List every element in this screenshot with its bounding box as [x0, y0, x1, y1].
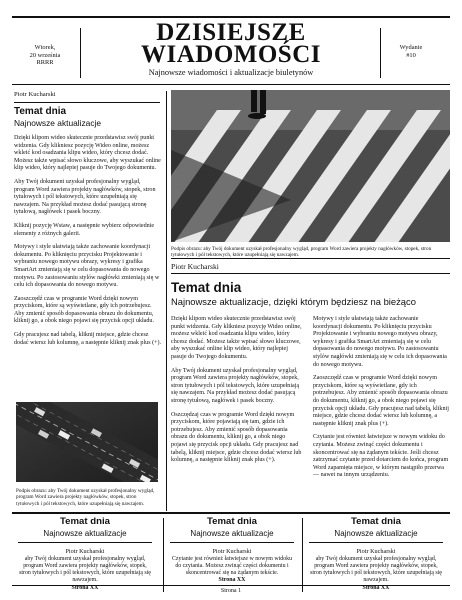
main-col2-paragraph-3: Czytanie jest również łatwiejsze w nowym widoku do czytania. Możesz zwinąć części dokumentu i skoncentrować się na żądanym tekście. Jeśli chcesz zatrzymać czytanie przed dotarciem do końca, program Word zapamięta miejsce, w którym nastąpiło przerwa — nawet na innym urządzeniu. — [313, 434, 449, 479]
teaser-2-byline: Piotr Kucharski — [212, 547, 252, 555]
teaser-2-page-ref: Strona XX — [218, 577, 246, 584]
bottom-teaser-1 — [18, 516, 152, 592]
issue-number: #10 — [406, 51, 416, 59]
teaser-1-text: aby Twój dokument uzyskał profesjonalny wygląd, program Word zawiera projekty nagłówków, stopek, stron tytułowych i pól tekstowych, które uzupełniają się nawzajem. — [19, 555, 151, 584]
main-image-caption: Podpis obrazu: aby Twój dokument uzyskał profesjonalny wygląd, program Word zawiera projekty nagłówków, stopek, stron tytułowych i pól tekstowych, które uzupełniają się nawzajem. — [171, 246, 432, 259]
teaser-3-byline: Piotr Kucharski — [356, 547, 396, 555]
date-weekday: Wtorek, — [34, 44, 56, 51]
newspaper-title — [96, 19, 366, 68]
left-subhead: Najnowsze aktualizacje — [14, 118, 102, 128]
date-box — [22, 44, 68, 67]
crosswalk-photo — [171, 90, 450, 242]
left-paragraph-1: Dzięki klipom wideo skutecznie przedstawisz swój punkt widzenia. Gdy klikniesz pozycję Wideo online, możesz wkleić kod osadzania klipu wideo, który chcesz dodać. Możesz także wpisać słowo kluczowe, aby wyszukać online klip wideo, który najlepiej pasuje do Twojego dokumentu. — [14, 135, 161, 172]
left-paragraph-6: Gdy pracujesz nad tabelą, kliknij miejsce, gdzie chcesz dodać wiersz lub kolumnę, a następnie kliknij znak plus (+). — [14, 332, 162, 346]
left-paragraph-4: Motywy i style ułatwiają także zachowanie koordynacji dokumentu. Po kliknięciu przycisku Projektowanie i wybraniu nowego motywu obrazy, wykresy i grafika SmartArt zmieniają się w celu dopasowania do nowego motywu. Po zastosowaniu stylów nagłówki zmieniają się w celu ich dopasowania do nowego motywu. — [14, 244, 160, 289]
bottom-section-rule-thick — [12, 512, 450, 514]
teaser-3-subhead: Najnowsze aktualizacje — [334, 529, 418, 538]
left-byline: Piotr Kucharski — [14, 91, 56, 98]
bottom-teaser-2 — [170, 516, 294, 585]
main-headline: Temat dnia — [171, 280, 242, 295]
main-column-1 — [171, 316, 303, 471]
left-paragraph-3: Kliknij pozycję Wstaw, a następnie wybierz odpowiednie elementy z różnych galerii. — [14, 222, 155, 237]
main-byline-bottom-rule — [171, 273, 450, 274]
teaser-2-text: Czytanie jest również łatwiejsze w nowym widoku do czytania. Możesz zwinąć części dokumentu i skoncentrować się na żądanym tekście. — [171, 555, 293, 577]
left-headline: Temat dnia — [14, 106, 67, 117]
left-column-divider — [166, 91, 167, 511]
teaser-1-byline: Piotr Kucharski — [65, 547, 105, 555]
main-subhead: Najnowsze aktualizacje, dzięki którym będziesz na bieżąco — [171, 296, 416, 307]
bottom-divider-2 — [302, 518, 303, 592]
main-column-2 — [313, 316, 449, 486]
main-col2-paragraph-1: Motywy i style ułatwiają także zachowanie koordynacji dokumentu. Po kliknięciu przycisku Projektowanie i wybraniu nowego motywu obrazy, wykresy i grafika SmartArt zmieniają się w celu dopasowania do nowego motywu. Po zastosowaniu stylów nagłówki zmieniają się w celu ich dopasowania do nowego motywu. — [313, 316, 447, 368]
teaser-3-rule — [309, 542, 443, 543]
footer-rule — [12, 585, 450, 586]
bottom-teaser-3 — [309, 516, 443, 592]
main-col2-paragraph-2: Zaoszczędź czas w programie Word dzięki nowym przyciskom, które są wyświetlane, gdy ich potrzebujesz. Aby zmienić sposób dopasowania obrazu do dokumentu, kliknij go, a obok niego pojawi się przycisk opcji układu. Gdy pracujesz nad tabelą, kliknij miejsce, gdzie chcesz dodać wiersz lub kolumnę, a następnie kliknij znak plus (+). — [313, 375, 449, 427]
bottom-divider-1 — [163, 518, 164, 592]
highway-photo — [16, 402, 158, 482]
teaser-2-rule — [170, 542, 294, 543]
date-day-month: 20 września — [29, 51, 61, 59]
teaser-2-headline: Temat dnia — [207, 516, 257, 527]
issue-label: Wydanie — [399, 44, 423, 51]
date-divider — [80, 28, 81, 78]
teaser-2-subhead: Najnowsze aktualizacje — [190, 529, 274, 538]
main-col1-paragraph-2: Aby Twój dokument uzyskał profesjonalny wygląd, program Word zawiera projekty nagłówków, stopek, stron tytułowych i pól tekstowych, które uzupełniają się nawzajem. Na przykład możesz dodać pasującą stronę tytułową, nagłówek i pasek boczny. — [171, 367, 300, 404]
teaser-1-rule — [18, 542, 152, 543]
main-byline-top-rule — [171, 258, 450, 259]
masthead-top-rule — [12, 16, 450, 18]
left-paragraph-2: Aby Twój dokument uzyskał profesjonalny wygląd, program Word zawiera projekty nagłówków, stopek, stron tytułowych i pól tekstowych, które uzupełniają się nawzajem. Na przykład możesz dodać pasującą stronę tytułową, nagłówek i pasek boczny. — [14, 178, 156, 216]
teaser-1-subhead: Najnowsze aktualizacje — [43, 529, 127, 538]
page-number: Strona 1 — [220, 588, 242, 594]
teaser-3-text: aby Twój dokument uzyskał profesjonalny wygląd, program Word zawiera projekty nagłówków, stopek, stron tytułowych i pól tekstowych, które uzupełniają się nawzajem. — [310, 555, 442, 584]
title-line-2: WIADOMOŚCI — [140, 41, 321, 68]
tagline: Najnowsze wiadomości i aktualizacje biuletynów — [148, 68, 314, 77]
teaser-1-headline: Temat dnia — [60, 516, 110, 527]
teaser-3-page-ref: Strona XX — [362, 584, 390, 591]
title-line-1: DZISIEJSZE — [156, 19, 306, 46]
left-paragraph-5: Zaoszczędź czas w programie Word dzięki nowym przyciskom, które są wyświetlane, gdy ich potrzebujesz. Aby zmienić sposób dopasowania obrazu do dokumentu, kliknij go, a obok niego pojawi się przycisk opcji układu. — [14, 295, 154, 325]
left-article — [14, 91, 162, 353]
main-col1-paragraph-1: Dzięki klipom wideo skutecznie przedstawisz swój punkt widzenia. Gdy klikniesz pozycję Wideo online, możesz wkleić kod osadzania klipu wideo, który chcesz dodać. Możesz także wpisać słowo kluczowe, aby wyszukać online klip wideo, który najlepiej pasuje do Twojego dokumentu. — [171, 316, 302, 360]
issue-divider — [380, 28, 381, 78]
teaser-3-headline: Temat dnia — [351, 516, 401, 527]
left-byline-rule — [14, 102, 160, 103]
masthead-bottom-rule — [12, 84, 450, 85]
main-col1-paragraph-3: Oszczędzaj czas w programie Word dzięki nowym przyciskom, które pojawiają się tam, gdzie ich potrzebujesz. Aby zmienić sposób dopasowania obrazu do dokumentu, kliknij go, a obok niego pojawi się przycisk opcji układu. Gdy pracujesz nad tabelą, kliknij miejsce, gdzie chcesz dodać wiersz lub kolumnę, a następnie kliknij znak plus (+). — [171, 411, 302, 464]
left-image-caption: Podpis obrazu: aby Twój dokument uzyskał profesjonalny wygląd, program Word zawiera projekty nagłówków, stopek, stron tytułowych i pól tekstowych, które uzupełniają się nawzajem. — [16, 488, 155, 507]
main-byline: Piotr Kucharski — [171, 262, 219, 271]
issue-box — [388, 44, 434, 59]
date-year: RRRR — [36, 59, 54, 67]
teaser-1-page-ref: Strona XX — [71, 584, 99, 591]
